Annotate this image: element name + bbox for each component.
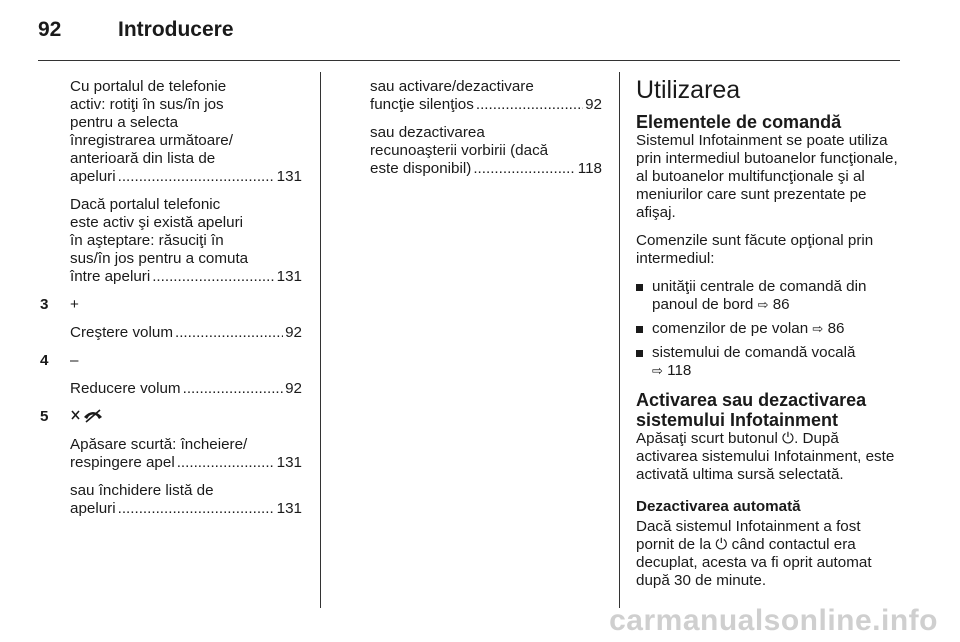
section-title: Utilizarea (636, 76, 741, 104)
text-line: activ: rotiţi în sus/în jos (70, 96, 224, 113)
hang-up-icon (70, 408, 302, 426)
index-entry: Reducere volum ..... 92 (70, 380, 302, 398)
column-3 (636, 76, 902, 600)
index-entry: este disponibil) ..... 118 (370, 160, 602, 178)
text-line: înregistrarea următoare/ (70, 132, 233, 149)
plus-icon: + (70, 296, 79, 313)
item-number: 4 (40, 352, 49, 369)
bullet-icon (636, 284, 643, 291)
index-entry: între apeluri ..... 131 (70, 268, 302, 286)
text-line: în aşteptare: răsuciţi în (70, 232, 224, 249)
column-divider (320, 72, 321, 608)
text-line: pentru a selecta (70, 114, 179, 131)
list-item: unităţii centrale de comandă din panoul de bord ⇨ 86 (636, 278, 902, 314)
text-line: sau închidere listă de (70, 482, 214, 499)
paragraph (370, 78, 602, 114)
list-item: sistemului de comandă vocală ⇨ 118 (636, 344, 902, 380)
text-line: sau dezactivarea (370, 124, 485, 141)
bullet-icon (636, 350, 643, 357)
index-entry: apeluri ..... 131 (70, 500, 302, 518)
page-reference[interactable]: 131 (276, 500, 302, 517)
page-reference[interactable]: 131 (276, 454, 302, 471)
index-entry: apeluri ..... 131 (70, 168, 302, 186)
bullet-list (636, 278, 902, 380)
text-line: sau activare/dezactivare (370, 78, 534, 95)
list-item: comenzilor de pe volan ⇨ 86 (636, 320, 902, 338)
index-entry: Creştere volum ..... 92 (70, 324, 302, 342)
arrow-icon: ⇨ (757, 297, 769, 312)
text-line: Apăsare scurtă: încheiere/ (70, 436, 248, 453)
index-entry: funcţie silenţios ..... 92 (370, 96, 602, 114)
text-line: recunoaşterii vorbirii (dacă (370, 142, 549, 159)
page-reference[interactable]: 131 (276, 168, 302, 185)
chapter-title: Introducere (118, 18, 234, 41)
page-reference[interactable]: 92 (585, 96, 602, 113)
page-reference[interactable]: 86 (772, 296, 790, 313)
page-reference[interactable]: 131 (276, 268, 302, 285)
bullet-icon (636, 326, 643, 333)
item-number: 3 (40, 296, 49, 313)
text-line: sus/în jos pentru a comuta (70, 250, 249, 267)
minus-icon: – (70, 352, 79, 369)
text-line: Cu portalul de telefonie (70, 78, 227, 95)
page-reference[interactable]: 92 (285, 324, 302, 341)
subsection-title: Elementele de comandă (636, 112, 842, 132)
page-reference[interactable]: 118 (577, 160, 602, 177)
paragraph: Comenzile sunt făcute opţional prin intermediul: (636, 232, 874, 267)
index-entry: respingere apel ..... 131 (70, 454, 302, 472)
column-2 (370, 78, 602, 188)
text-line: este activ şi există apeluri (70, 214, 244, 231)
paragraph: Sistemul Infotainment se poate utiliza prin intermediul butoanelor funcţionale, al butoanelor multifuncţionale şi al meniurilor care sunt prezentate pe afişaj. (636, 132, 898, 221)
paragraph (40, 78, 302, 186)
watermark: carmanualsonline.info (609, 604, 938, 637)
paragraph: Dacă sistemul Infotainment a fost pornit de la ⏻ când contactul era decuplat, acesta va fi oprit automat după 30 de minute. (636, 518, 872, 589)
list-item (40, 296, 302, 342)
paragraph (370, 124, 602, 178)
column-divider (619, 72, 620, 608)
text-line: anterioară din lista de (70, 150, 216, 167)
list-item (40, 352, 302, 398)
list-item (40, 408, 302, 518)
page-reference[interactable]: 118 (667, 362, 692, 379)
paragraph (40, 196, 302, 286)
text-line: Dacă portalul telefonic (70, 196, 221, 213)
subsection-heading: Dezactivarea automată (636, 498, 801, 515)
subsection-title: Activarea sau dezactivarea sistemului Infotainment (636, 390, 867, 430)
arrow-icon: ⇨ (812, 321, 824, 336)
page-reference[interactable]: 92 (285, 380, 302, 397)
item-number: 5 (40, 408, 49, 425)
header-rule (38, 60, 900, 61)
page-reference[interactable]: 86 (827, 320, 845, 337)
column-1 (40, 78, 302, 518)
paragraph: Apăsaţi scurt butonul ⏻. După activarea sistemului Infotainment, este activată ultima sursă selectată. (636, 430, 895, 483)
page-number: 92 (38, 18, 62, 41)
arrow-icon: ⇨ (652, 363, 663, 378)
